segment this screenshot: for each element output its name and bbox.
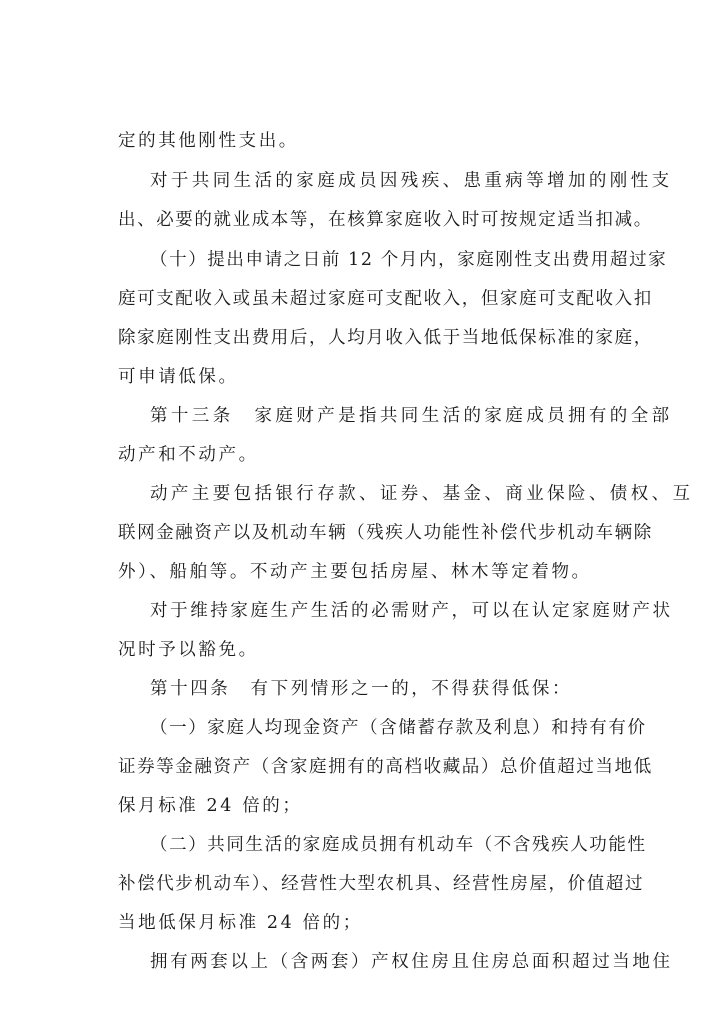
text-line: 庭可支配收入或虽未超过家庭可支配收入，但家庭可支配收入扣 bbox=[118, 289, 653, 309]
text-line: 对于维持家庭生产生活的必需财产，可以在认定家庭财产状 bbox=[150, 601, 673, 621]
text-line: 动产和不动产。 bbox=[118, 445, 259, 465]
text-line: 当地低保月标准 24 倍的； bbox=[118, 913, 363, 933]
text-line: 拥有两套以上（含两套）产权住房且住房总面积超过当地住 bbox=[150, 952, 673, 972]
text-line: 对于共同生活的家庭成员因残疾、患重病等增加的刚性支 bbox=[150, 171, 673, 191]
text-line: 况时予以豁免。 bbox=[118, 640, 259, 660]
text-line: 出、必要的就业成本等，在核算家庭收入时可按规定适当扣减。 bbox=[118, 210, 653, 230]
text-line: （二）共同生活的家庭成员拥有机动车（不含残疾人功能性 bbox=[150, 835, 647, 855]
text-line: （十）提出申请之日前 12 个月内，家庭刚性支出费用超过家 bbox=[150, 250, 668, 270]
text-line: 证券等金融资产（含家庭拥有的高档收藏品）总价值超过当地低 bbox=[118, 757, 653, 777]
text-line: 动产主要包括银行存款、证券、基金、商业保险、债权、互 bbox=[150, 484, 694, 504]
text-line: 补偿代步机动车）、经营性大型农机具、经营性房屋，价值超过 bbox=[118, 874, 645, 894]
text-line: 定的其他刚性支出。 bbox=[118, 131, 299, 151]
text-line: 保月标准 24 倍的； bbox=[118, 796, 303, 816]
article-heading-13: 第十三条 家庭财产是指共同生活的家庭成员拥有的全部 bbox=[150, 406, 673, 426]
text-line: 除家庭刚性支出费用后，人均月收入低于当地低保标准的家庭， bbox=[118, 328, 653, 348]
text-line: （一）家庭人均现金资产（含储蓄存款及利息）和持有有价 bbox=[150, 718, 647, 738]
text-line: 联网金融资产以及机动车辆（残疾人功能性补偿代步机动车辆除 bbox=[118, 523, 653, 543]
text-line: 可申请低保。 bbox=[118, 367, 239, 387]
text-line: 外）、船舶等。不动产主要包括房屋、林木等定着物。 bbox=[118, 562, 592, 582]
article-heading-14: 第十四条 有下列情形之一的，不得获得低保： bbox=[150, 679, 573, 699]
